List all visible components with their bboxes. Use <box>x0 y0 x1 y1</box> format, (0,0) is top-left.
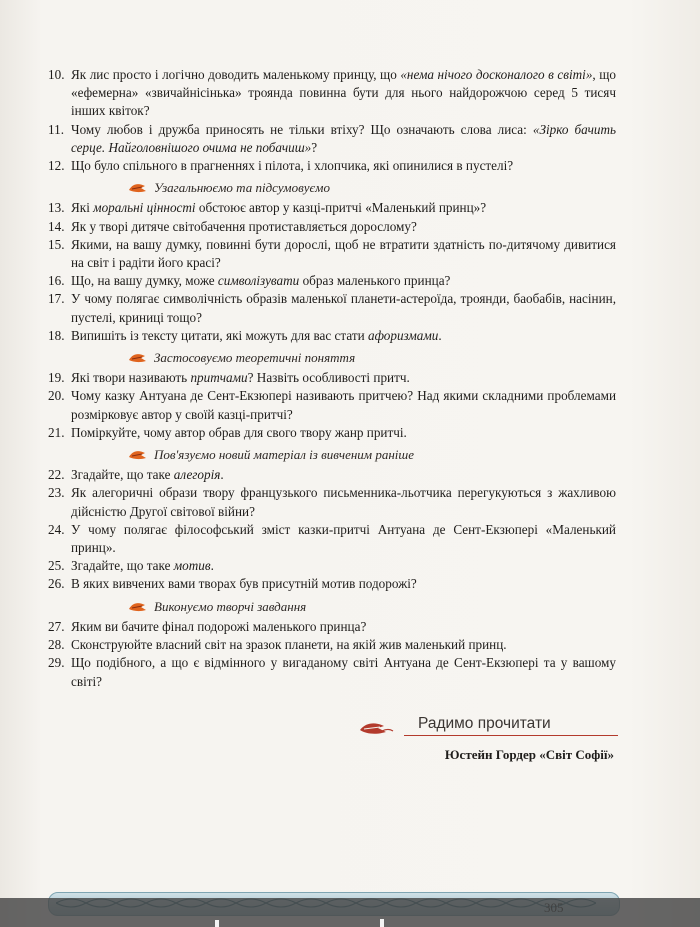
question-text <box>71 66 616 121</box>
text-segment: У чому полягає філософський зміст казки-притчі Антуана де Сент-Екзюпері «Маленький принц». <box>71 521 616 556</box>
question-number: 20. <box>48 388 65 404</box>
question-item <box>48 424 616 442</box>
divider-line <box>404 735 618 736</box>
section-title: Виконуємо творчі завдання <box>154 598 307 614</box>
text-segment: . <box>438 327 442 343</box>
question-text <box>71 290 616 326</box>
leaf-bullet-icon <box>128 352 148 364</box>
section-heading-creative <box>128 598 616 616</box>
text-segment: Згадайте, що таке <box>71 558 174 574</box>
text-segment: Що подібного, а що є відмінного у вигаданому світі Антуана де Сент-Екзюпері та у вашому світі? <box>71 655 616 689</box>
question-item <box>48 199 616 217</box>
question-item <box>48 521 616 557</box>
text-segment: Чому любов і дружба приносять не тільки втіху? Що означають слова лиса: <box>71 121 533 137</box>
question-text <box>71 466 616 484</box>
leaf-bullet-icon <box>128 449 148 461</box>
question-item <box>48 121 616 157</box>
question-item <box>48 575 616 593</box>
question-item <box>48 387 616 423</box>
question-number: 19. <box>48 370 65 386</box>
text-segment: Що було спільного в прагненнях і пілота, і хлопчика, які опинилися в пустелі? <box>71 158 514 174</box>
question-number: 10. <box>48 67 65 82</box>
text-segment: Яким ви бачите фінал подорожі маленького принца? <box>71 618 367 634</box>
emphasis-term: алегорія <box>173 467 221 483</box>
question-text <box>71 521 616 557</box>
question-list <box>48 618 616 691</box>
question-item <box>48 66 616 121</box>
question-number: 22. <box>48 467 65 483</box>
emphasis-term: моральні цінності <box>93 200 196 216</box>
leaf-bullet-icon <box>128 182 148 194</box>
leaf-bullet-icon <box>128 601 148 613</box>
question-text <box>71 387 616 423</box>
question-text <box>71 557 616 575</box>
text-segment: образ маленького принца? <box>299 273 451 289</box>
question-number: 14. <box>48 218 65 234</box>
text-segment: Які <box>71 200 94 216</box>
text-segment: , що «ефемерна» «звичайнісінька» троянда повинна бути для нього найдорожчою серед 5 тисяч інших квіток? <box>71 67 616 119</box>
question-item <box>48 557 616 575</box>
question-item <box>48 654 616 690</box>
viewer-bottom-strip <box>0 898 700 927</box>
text-segment: Випишіть із тексту цитати, які можуть для вас стати <box>71 327 368 343</box>
question-number: 27. <box>48 618 65 634</box>
question-list <box>48 199 616 345</box>
question-text <box>71 157 616 175</box>
question-text <box>71 424 616 442</box>
question-text <box>71 218 616 236</box>
question-item <box>48 218 616 236</box>
question-text <box>71 236 616 272</box>
question-number: 26. <box>48 576 65 592</box>
question-item <box>48 327 616 345</box>
text-segment: Згадайте, що таке <box>71 467 174 483</box>
text-segment: Як алегоричні образи твору французького письменника-льотчика перегукуються з жахливою дійсністю Другої світової війни? <box>71 485 616 519</box>
text-segment: В яких вивчених вами творах був присутній мотив подорожі? <box>71 576 417 592</box>
question-text <box>71 636 616 654</box>
section-heading-generalize <box>128 179 616 197</box>
question-list <box>48 466 616 593</box>
question-text <box>71 272 616 290</box>
question-text <box>71 199 616 217</box>
question-text <box>71 575 616 593</box>
question-list <box>48 369 616 442</box>
question-number: 24. <box>48 521 65 537</box>
text-segment: Поміркуйте, чому автор обрав для свого твору жанр притчі. <box>71 424 407 440</box>
question-text <box>71 369 616 387</box>
emphasis-term: афоризмами <box>367 327 439 343</box>
question-number: 13. <box>48 200 65 216</box>
emphasis-term: символізувати <box>217 273 300 289</box>
text-segment: Які твори називають <box>71 370 191 386</box>
question-text <box>71 327 616 345</box>
reading-title: Радимо прочитати <box>418 715 551 732</box>
question-number: 21. <box>48 424 65 440</box>
question-number: 23. <box>48 485 65 501</box>
text-segment: обстоює автор у казці-притчі «Маленький принц»? <box>195 200 487 216</box>
section-title: Застосовуємо теоретичні поняття <box>154 350 356 366</box>
questions-content <box>48 66 616 691</box>
section-heading-theory <box>128 349 616 367</box>
section-title: Узагальнюємо та підсумовуємо <box>154 180 330 196</box>
question-item <box>48 236 616 272</box>
question-item <box>48 636 616 654</box>
question-number: 15. <box>48 236 65 252</box>
text-segment: Як у творі дитяче світобачення протиставляється дорослому? <box>71 218 417 234</box>
question-number: 11. <box>48 121 64 137</box>
question-item <box>48 369 616 387</box>
question-text <box>71 121 616 157</box>
text-segment: У чому полягає символічність образів маленької планети-астероїда, троянди, баобабів, насінин, пустелі, криниці тощо? <box>71 291 616 325</box>
question-number: 12. <box>48 158 65 174</box>
question-number: 18. <box>48 327 65 343</box>
question-list <box>48 66 616 175</box>
text-segment: Сконструюйте власний світ на зразок планети, на якій жив маленький принц. <box>71 637 507 653</box>
question-number: 17. <box>48 291 65 307</box>
emphasis-term: мотив <box>173 558 211 574</box>
question-item <box>48 466 616 484</box>
question-number: 25. <box>48 558 65 574</box>
question-text <box>71 618 616 636</box>
text-segment: ? <box>311 139 318 155</box>
recommended-book: Юстейн Гордер «Світ Софії» <box>444 747 614 762</box>
section-title: Пов'язуємо новий матеріал із вивченим раніше <box>154 447 414 463</box>
leaf-ornament-icon <box>358 720 394 736</box>
text-segment: Як лис просто і логічно доводить маленькому принцу, що <box>71 67 401 82</box>
question-number: 28. <box>48 637 65 653</box>
text-segment: Що, на вашу думку, може <box>71 273 218 289</box>
emphasis-term: притчами <box>190 370 248 386</box>
question-number: 29. <box>48 655 65 671</box>
emphasis-term: «нема нічого досконалого в світі» <box>400 67 593 82</box>
question-item <box>48 157 616 175</box>
question-number: 16. <box>48 273 65 289</box>
strip-mark <box>380 919 384 927</box>
text-segment: . <box>220 467 224 483</box>
question-item <box>48 272 616 290</box>
text-segment: ? Назвіть особливості притч. <box>247 370 410 386</box>
question-item <box>48 290 616 326</box>
text-segment: Чому казку Антуана де Сент-Екзюпері називають притчею? Над якими складними проблемами розмірковує автор у своїй казці-притчі? <box>71 388 616 422</box>
text-segment: Якими, на вашу думку, повинні бути дорослі, щоб не втратити здатність по-дитячому дивитися на світ і радіти його красі? <box>71 236 616 271</box>
question-text <box>71 654 616 690</box>
section-heading-connect <box>128 446 616 464</box>
recommended-reading <box>356 712 618 738</box>
text-segment: . <box>210 558 214 574</box>
question-item <box>48 484 616 520</box>
question-item <box>48 618 616 636</box>
strip-mark <box>215 920 219 927</box>
emphasis-term: «Зірко бачить серце. Найголовнішого очима не побачиш» <box>71 121 616 155</box>
question-text <box>71 484 616 520</box>
